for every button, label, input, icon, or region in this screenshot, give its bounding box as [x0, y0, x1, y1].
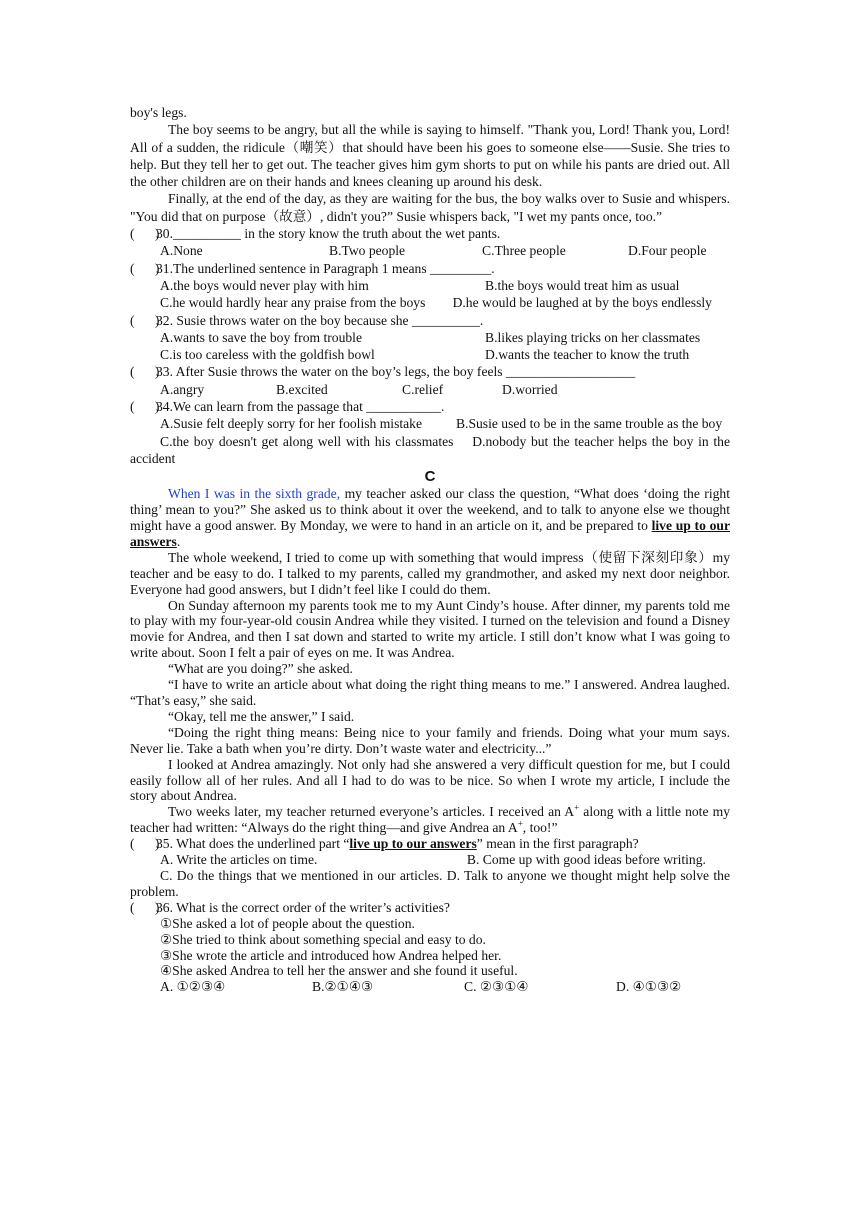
underlined-phrase: live up to our answers	[130, 518, 730, 549]
option-b[interactable]: B.excited	[276, 381, 328, 397]
section-c-heading: C	[424, 468, 436, 486]
list-item: ③She wrote the article and introduced how Andrea helped her.	[160, 947, 502, 963]
option-b[interactable]: B.②①④③	[312, 979, 374, 995]
passage-c-paragraph: Two weeks later, my teacher returned everyone’s articles. I received an A+ along with a little note my teacher had written: “Always do the right thing—and give Andrea an A+, too!”	[130, 802, 730, 836]
question-30	[130, 225, 730, 242]
passage-c	[130, 486, 730, 995]
options-row	[130, 415, 730, 432]
option-a[interactable]: A. Write the articles on time.	[160, 852, 318, 868]
passage-c-paragraph: When I was in the sixth grade, my teacher asked our class the question, “What does ‘doing the right thing’ mean to you?” She asked us to think about it over the weekend, and to talk to anyone else we thought might have a good answer. By Monday, we were to hand in an article on it, and be prepared to live up to our answers.	[130, 486, 730, 549]
options-row	[130, 852, 730, 868]
option-b[interactable]: B. Come up with good ideas before writing.	[466, 852, 706, 868]
option-a[interactable]: A.angry	[160, 381, 205, 397]
option-c[interactable]: C.the boy doesn't get along well with his classmates	[160, 433, 454, 449]
question-35	[130, 836, 730, 852]
highlighted-phrase: When I was in the sixth grade,	[168, 486, 341, 502]
passage-b-paragraph: The boy seems to be angry, but all the while is saying to himself. "Thank you, Lord! Thank you, Lord! All of a sudden, the ridicule（嘲笑）that should have been his goes to someone else——Susie. She tries to help. But they tell her to get out. The teacher gives him gym shorts to put on while his pants are dried out. All the other children are on their hands and knees cleaning up around his desk.	[130, 122, 730, 190]
option-a[interactable]: A.the boys would never play with him	[160, 277, 369, 293]
question-stem: 30.__________ in the story know the truth about the wet pants.	[156, 226, 501, 242]
question-stem: 36. What is the correct order of the writer’s activities?	[156, 899, 450, 915]
option-c[interactable]: C. Do the things that we mentioned in our articles.	[160, 867, 443, 883]
options-row	[130, 242, 730, 259]
option-c[interactable]: C. ②③①④	[464, 979, 529, 995]
list-item: ①She asked a lot of people about the question.	[160, 915, 415, 931]
option-c[interactable]: C.relief	[402, 381, 444, 397]
option-b[interactable]: B.Two people	[329, 243, 406, 259]
list-item: ②She tried to think about something special and easy to do.	[160, 931, 486, 947]
options-row	[130, 381, 730, 398]
passage-c-paragraph: “What are you doing?” she asked.	[168, 661, 353, 677]
option-d[interactable]: D.worried	[502, 381, 558, 397]
question-stem: 34.We can learn from the passage that ___________.	[156, 399, 445, 415]
question-stem: 31.The underlined sentence in Paragraph 1 means _________.	[156, 260, 495, 276]
options-row	[130, 346, 730, 363]
option-d[interactable]: D.wants the teacher to know the truth	[485, 347, 690, 363]
option-a[interactable]: A. ①②③④	[160, 979, 226, 995]
option-a[interactable]: A.Susie felt deeply sorry for her foolish mistake	[160, 416, 422, 432]
answer-bracket[interactable]: ( )	[130, 399, 160, 415]
option-c[interactable]: C.he would hardly hear any praise from the boys	[160, 295, 426, 311]
passage-b-fragment: boy's legs.	[130, 105, 187, 120]
underlined-phrase: live up to our answers	[349, 836, 477, 852]
list-item: ④She asked Andrea to tell her the answer and she found it useful.	[160, 963, 518, 979]
options-row	[130, 329, 730, 346]
question-stem: 32. Susie throws water on the boy because she __________.	[156, 312, 484, 328]
option-d[interactable]: D.Four people	[628, 243, 707, 259]
question-stem: 35. What does the underlined part “live up to our answers” mean in the first paragraph?	[156, 836, 639, 852]
activity-list	[130, 916, 730, 980]
options-row	[130, 868, 730, 900]
question-31	[130, 260, 730, 277]
option-d[interactable]: D.nobody but the teacher helps the boy in the accident	[130, 433, 730, 466]
passage-c-paragraph: On Sunday afternoon my parents took me to my Aunt Cindy’s house. After dinner, my parents told me to play with my four-year-old cousin Andrea while they visited. I turned on the television and found a Disney movie for Andrea, and then I sat down and started to write my article. I still don’t know what I was going to write about. Soon I felt a pair of eyes on me. It was Andrea.	[130, 597, 730, 661]
answer-bracket[interactable]: ( )	[130, 312, 160, 328]
passage-c-paragraph: “Okay, tell me the answer,” I said.	[168, 708, 355, 724]
answer-bracket[interactable]: ( )	[130, 364, 160, 380]
answer-bracket[interactable]: ( )	[130, 260, 160, 276]
option-c[interactable]: C.Three people	[482, 243, 566, 259]
passage-c-paragraph: I looked at Andrea amazingly. Not only had she answered a very difficult question for me, but I could easily follow all of her rules. And all I had to do was to be nice. So when I wrote my article, I include the story about Andrea.	[130, 756, 730, 804]
question-34	[130, 398, 730, 415]
passage-c-paragraph: “Doing the right thing means: Being nice to your family and friends. Doing what your mum says. Never lie. Take a bath when you’re dirty. Don’t waste water and electricity...”	[130, 724, 730, 756]
options-row	[130, 433, 730, 468]
options-row	[130, 979, 730, 995]
option-a[interactable]: A.wants to save the boy from trouble	[160, 329, 362, 345]
option-b[interactable]: B.likes playing tricks on her classmates	[485, 329, 701, 345]
option-d[interactable]: D. ④①③②	[616, 979, 682, 995]
option-d[interactable]: D.he would be laughed at by the boys endlessly	[452, 295, 712, 311]
passage-b-paragraph: Finally, at the end of the day, as they are waiting for the bus, the boy walks over to Susie and whispers. "You did that on purpose（故意）, didn't you?” Susie whispers back, "I wet my pants once, too.”	[130, 191, 730, 224]
question-36	[130, 900, 730, 916]
answer-bracket[interactable]: ( )	[130, 899, 160, 915]
option-a[interactable]: A.None	[160, 243, 203, 259]
option-b[interactable]: B.Susie used to be in the same trouble as the boy	[455, 416, 723, 432]
question-32	[130, 312, 730, 329]
passage-c-paragraph: The whole weekend, I tried to come up with something that would impress（使留下深刻印象）my teacher and be easy to do. I talked to my parents, called my grandmother, and asked my next door neighbor. Everyone had good answers, but I didn’t feel like I could do them.	[130, 549, 730, 597]
options-row	[130, 294, 730, 311]
option-d[interactable]: D. Talk to anyone we thought might help solve the problem.	[130, 867, 730, 899]
answer-bracket[interactable]: ( )	[130, 226, 160, 242]
option-c[interactable]: C.is too careless with the goldfish bowl	[160, 347, 375, 363]
answer-bracket[interactable]: ( )	[130, 836, 160, 852]
options-row	[130, 277, 730, 294]
question-stem: 33. After Susie throws the water on the boy’s legs, the boy feels ___________________	[156, 364, 636, 380]
question-33	[130, 363, 730, 380]
option-b[interactable]: B.the boys would treat him as usual	[485, 277, 680, 293]
passage-c-paragraph: “I have to write an article about what doing the right thing means to me.” I answered. Andrea laughed. “That’s easy,” she said.	[130, 677, 730, 709]
